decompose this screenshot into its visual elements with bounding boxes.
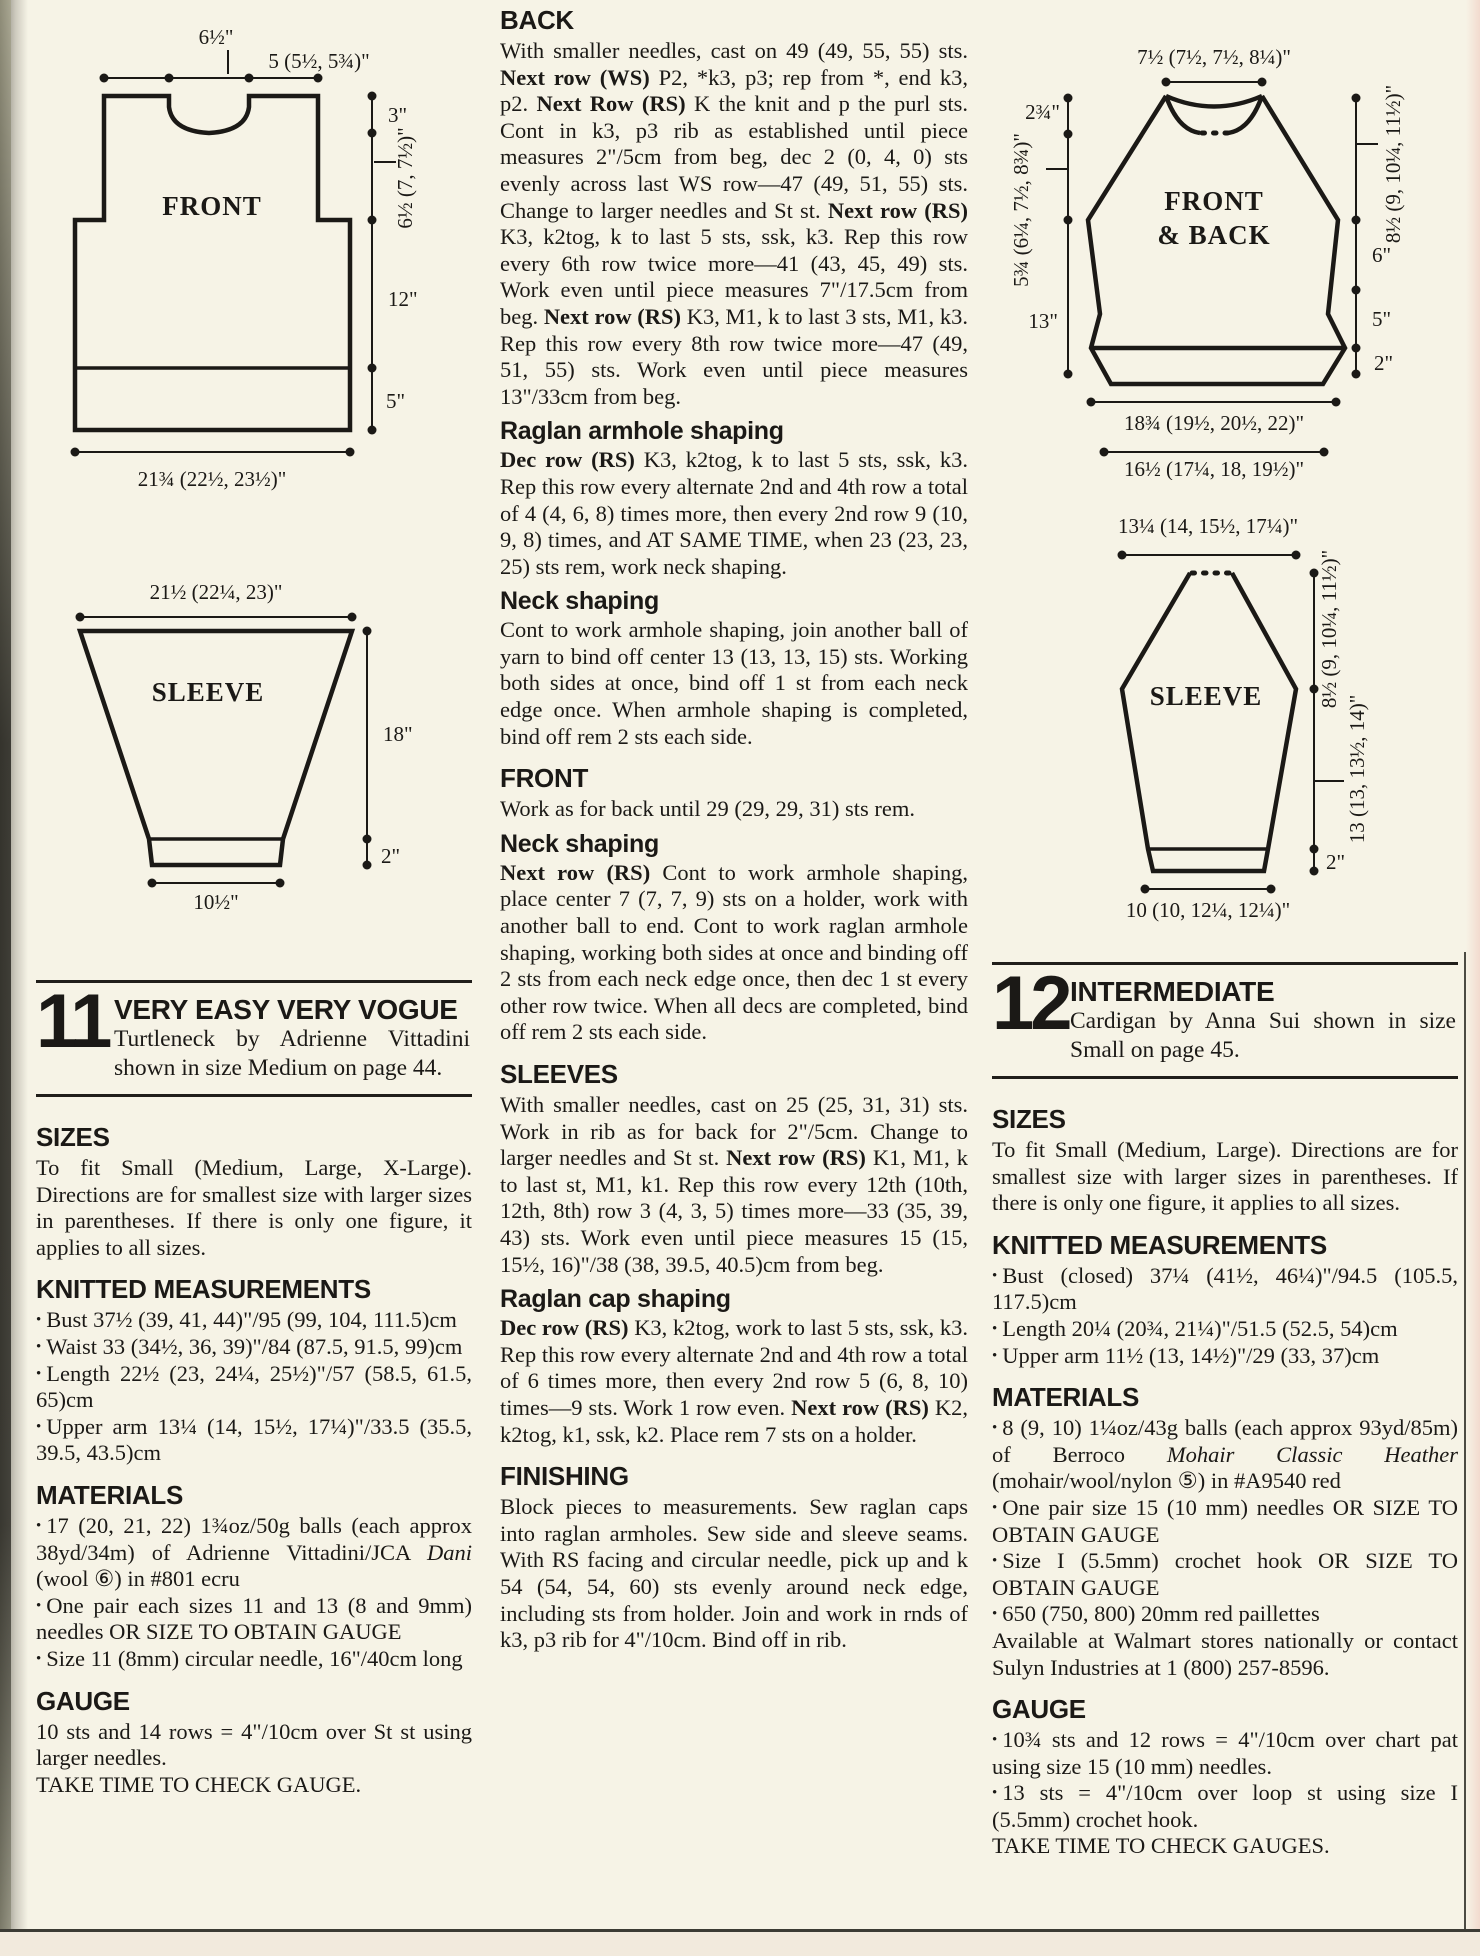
neck-shaping-heading: Neck shaping	[500, 829, 659, 858]
dim-raglan-depth: 5¾ (6¼, 7½, 8¾)"	[1009, 133, 1033, 287]
materials-heading: MATERIALS	[36, 1479, 184, 1510]
page-right-edge-tint	[1466, 0, 1480, 1956]
dim-cuff-length: 2"	[381, 844, 401, 868]
dim-side: 5"	[1372, 307, 1392, 331]
pattern-11-header	[36, 980, 472, 1097]
middle-column	[500, 0, 968, 1654]
dim-rib: 2"	[1374, 351, 1394, 375]
measurement-item: • Upper arm 11½ (13, 14½)"/29 (33, 37)cm	[992, 1343, 1458, 1370]
dim-top-width: 21½ (22¼, 23)"	[149, 580, 283, 604]
gauge-note: TAKE TIME TO CHECK GAUGE.	[36, 1771, 362, 1797]
dim-bust-width: 18¾ (19½, 20½, 22)"	[1123, 411, 1305, 435]
measurement-item: • Bust 37½ (39, 41, 44)"/95 (99, 104, 111.5)cm	[36, 1307, 472, 1334]
raglan-cap-instructions: Dec row (RS) K3, k2tog, work to last 5 sts, ssk, k3. Rep this row every alternate 2nd and 4th row a total of 6 times more, then every 2nd row 5 (6, 8, 10) times—9 sts. Work 1 row even. Next row (RS) K2, k2tog, k1, ssk, k2. Place rem 7 sts on a holder.	[500, 1315, 968, 1447]
front-instructions: Work as for back until 29 (29, 29, 31) sts rem.	[500, 796, 915, 822]
page-right-rule	[1464, 952, 1466, 1930]
pattern-12-header	[992, 962, 1458, 1079]
gauge-text: 10 sts and 14 rows = 4"/10cm over St st using larger needles.	[36, 1718, 472, 1771]
finishing-heading: FINISHING	[500, 1461, 629, 1492]
back-instructions: With smaller needles, cast on 49 (49, 55, 55) sts. Next row (WS) P2, *k3, p3; rep from *, end k3, p2. Next Row (RS) K the knit and p the purl sts. Cont in k3, p3 rib as established until piece measures 2"/5cm from beg, dec 2 (0, 4, 0) sts evenly across last WS row—47 (49, 51, 55) sts. Change to larger needles and St st. Next row (RS) K3, k2tog, k to last 5 sts, ssk, k3. Rep this row every 6th row twice more—41 (43, 45, 49) sts. Work even until piece measures 7"/17.5cm from beg. Next row (RS) K3, M1, k to last 3 sts, M1, k3. Rep this row every 8th row twice more—47 (49, 51, 55) sts. Work even until piece measures 13"/33cm from beg.	[500, 38, 969, 409]
front-schematic	[36, 10, 472, 496]
dim-body-length: 12"	[388, 287, 418, 311]
page-binding-edge	[0, 0, 11, 1956]
dim-cap-height: 8½ (9, 10¼, 11½)"	[1317, 549, 1341, 709]
gauge-heading: GAUGE	[36, 1685, 130, 1716]
knitted-measurements-heading: KNITTED MEASUREMENTS	[36, 1274, 371, 1305]
measurement-item: • Upper arm 13¼ (14, 15½, 17¼)"/33.5 (35.5, 39.5, 43.5)cm	[36, 1414, 472, 1467]
sleeves-instructions: With smaller needles, cast on 25 (25, 31, 31) sts. Work in rib as for back for 2"/5cm. Change to larger needles and St st. Next row (RS) K1, M1, k to last st, M1, k1. Rep this row every 12th (10th, 12th, 8th) row 3 (4, 3, 5) times more—33 (35, 39, 43) sts. Work even until piece measures 15 (15, 15½, 16)"/38 (38, 39.5, 40.5)cm from beg.	[500, 1092, 969, 1277]
dim-sleeve-length: 13 (13, 13½, 14)"	[1345, 694, 1369, 844]
dim-armhole: 6½ (7, 7½)"	[393, 127, 417, 229]
dim-rib-length: 5"	[386, 389, 406, 413]
pattern-12-byline: Cardigan by Anna Sui shown in size Small on page 45.	[1070, 1008, 1456, 1063]
left-column	[36, 0, 472, 1798]
pattern-11-difficulty: VERY EASY VERY VOGUE	[114, 994, 458, 1025]
material-item: • 650 (750, 800) 20mm red paillettes	[992, 1601, 1458, 1628]
pattern-12-difficulty: INTERMEDIATE	[1070, 976, 1275, 1007]
material-item: • 8 (9, 10) 1¼oz/43g balls (each approx 93yd/85m) of Berroco Mohair Classic Heather (mohair/wool/nylon ⑤) in #A9540 red	[992, 1415, 1458, 1495]
sizes-text: To fit Small (Medium, Large). Directions are for smallest size with larger sizes in parentheses. If there is only one figure, it applies to all sizes.	[992, 1137, 1458, 1216]
dim-side: 6"	[1372, 243, 1392, 267]
material-item: • Size I (5.5mm) crochet hook OR SIZE TO OBTAIN GAUGE	[992, 1548, 1458, 1601]
measurement-item: • Waist 33 (34½, 36, 39)"/84 (87.5, 91.5, 99)cm	[36, 1334, 472, 1361]
measurement-item: • Length 22½ (23, 24¼, 25½)"/57 (58.5, 61.5, 65)cm	[36, 1361, 472, 1414]
piece-label-sleeve: SLEEVE	[151, 677, 265, 707]
gauge-note: TAKE TIME TO CHECK GAUGES.	[992, 1833, 1330, 1859]
back-heading: BACK	[500, 5, 574, 35]
sizes-heading: SIZES	[992, 1104, 1066, 1134]
dim-neck-drop: 2¾"	[1025, 100, 1060, 124]
finishing-instructions: Block pieces to measurements. Sew raglan caps into raglan armholes. Sew side and sleeve seams. With RS facing and circular needle, pick up and k 54 (54, 54, 60) sts evenly around neck edge, including sts from holder. Join and work in rnds of k3, p3 rib for 4"/10cm. Bind off in rib.	[500, 1494, 968, 1653]
piece-label-back: & BACK	[1157, 220, 1271, 250]
material-item: • One pair each sizes 11 and 13 (8 and 9mm) needles OR SIZE TO OBTAIN GAUGE	[36, 1593, 472, 1646]
dim-armhole: 8½ (9, 10¼, 11½)"	[1381, 84, 1405, 244]
dim-body-length: 13"	[1028, 309, 1058, 333]
dim-neck-width: 6½"	[198, 25, 234, 49]
sleeves-heading: SLEEVES	[500, 1059, 618, 1089]
dim-cuff-width: 10 (10, 12¼, 12¼)"	[1125, 898, 1291, 922]
front-neck-instructions: Next row (RS) Cont to work armhole shaping, place center 7 (7, 7, 9) sts on a holder, work with another ball to end. Cont to work raglan armhole shaping, working both sides at once and binding off 2 sts from each neck edge once, then dec 1 st every other row twice. When all decs are completed, bind off rem 2 sts each side.	[500, 859, 968, 1045]
material-item: • Size 11 (8mm) circular needle, 16"/40cm long	[36, 1646, 472, 1673]
dim-upper-arm: 13¼ (14, 15½, 17¼)"	[1117, 514, 1299, 538]
raglan-armhole-heading: Raglan armhole shaping	[500, 417, 784, 446]
front-piece-outline	[75, 96, 350, 430]
measurement-item: • Bust (closed) 37¼ (41½, 46¼)"/94.5 (105.5, 117.5)cm	[992, 1263, 1458, 1316]
sleeve-piece-outline	[80, 631, 352, 865]
dim-hem-width: 16½ (17¼, 18, 19½)"	[1123, 457, 1305, 480]
back-neck-curve	[1166, 96, 1262, 107]
neck-shaping-heading: Neck shaping	[500, 587, 659, 616]
sizes-heading: SIZES	[36, 1122, 110, 1152]
page-bottom-margin	[0, 1932, 1480, 1956]
front-back-schematic	[992, 14, 1458, 480]
gauge-item: • 13 sts = 4"/10cm over loop st using size I (5.5mm) crochet hook.	[992, 1780, 1458, 1833]
material-item: • 17 (20, 21, 22) 1¾oz/50g balls (each approx 38yd/34m) of Adrienne Vittadini/JCA Dani (wool ⑥) in #801 ecru	[36, 1513, 472, 1593]
raglan-armhole-instructions: Dec row (RS) K3, k2tog, k to last 5 sts, ssk, k3. Rep this row every alternate 2nd and 4th row a total of 4 (4, 6, 8) times more, then every 2nd row 9 (10, 9, 8) times, and AT SAME TIME, when 23 (23, 23, 25) sts rem, work neck shaping.	[500, 447, 968, 579]
dim-shoulder-width: 5 (5½, 5¾)"	[268, 49, 370, 73]
sleeve-schematic-right	[992, 493, 1458, 939]
piece-label-front: FRONT	[1164, 186, 1264, 216]
material-item: • One pair size 15 (10 mm) needles OR SIZE TO OBTAIN GAUGE	[992, 1495, 1458, 1548]
dim-neck-depth: 3"	[388, 103, 408, 127]
dim-sleeve-length: 18"	[383, 722, 413, 746]
pattern-11-number: 11	[36, 979, 109, 1064]
materials-availability-note: Available at Walmart stores nationally or contact Sulyn Industries at 1 (800) 257-8596.	[992, 1627, 1458, 1680]
sleeve-outline	[1122, 573, 1296, 871]
sizes-text: To fit Small (Medium, Large, X-Large). Directions are for smallest size with larger sizes in parentheses. If there is only one figure, it applies to all sizes.	[36, 1155, 472, 1260]
measurement-item: • Length 20¼ (20¾, 21¼)"/51.5 (52.5, 54)cm	[992, 1316, 1458, 1343]
sleeve-schematic-left	[36, 579, 472, 913]
gauge-item: • 10¾ sts and 12 rows = 4"/10cm over chart pat using size 15 (10 mm) needles.	[992, 1727, 1458, 1780]
pattern-11-byline: Turtleneck by Adrienne Vittadini shown in size Medium on page 44.	[114, 1026, 470, 1081]
piece-label-front: FRONT	[162, 191, 262, 221]
raglan-cap-heading: Raglan cap shaping	[500, 1285, 731, 1314]
dim-cuff-width: 10½"	[193, 890, 239, 913]
neck-shaping-instructions: Cont to work armhole shaping, join another ball of yarn to bind off center 13 (13, 13, 15) sts. Working both sides at once, bind off 1 st from each neck edge once. When armhole shaping is completed, bind off rem 2 sts each side.	[500, 617, 968, 749]
gauge-heading: GAUGE	[992, 1694, 1086, 1725]
dim-cuff-length: 2"	[1326, 850, 1346, 874]
dim-neck-width: 7½ (7½, 7½, 8¼)"	[1137, 45, 1291, 69]
front-heading: FRONT	[500, 763, 589, 794]
right-column	[992, 0, 1458, 1860]
piece-label-sleeve: SLEEVE	[1149, 681, 1263, 711]
pattern-12-number: 12	[992, 961, 1069, 1046]
dim-hem-width: 21¾ (22½, 23½)"	[137, 467, 287, 491]
materials-heading: MATERIALS	[992, 1382, 1140, 1413]
knitted-measurements-heading: KNITTED MEASUREMENTS	[992, 1229, 1327, 1260]
